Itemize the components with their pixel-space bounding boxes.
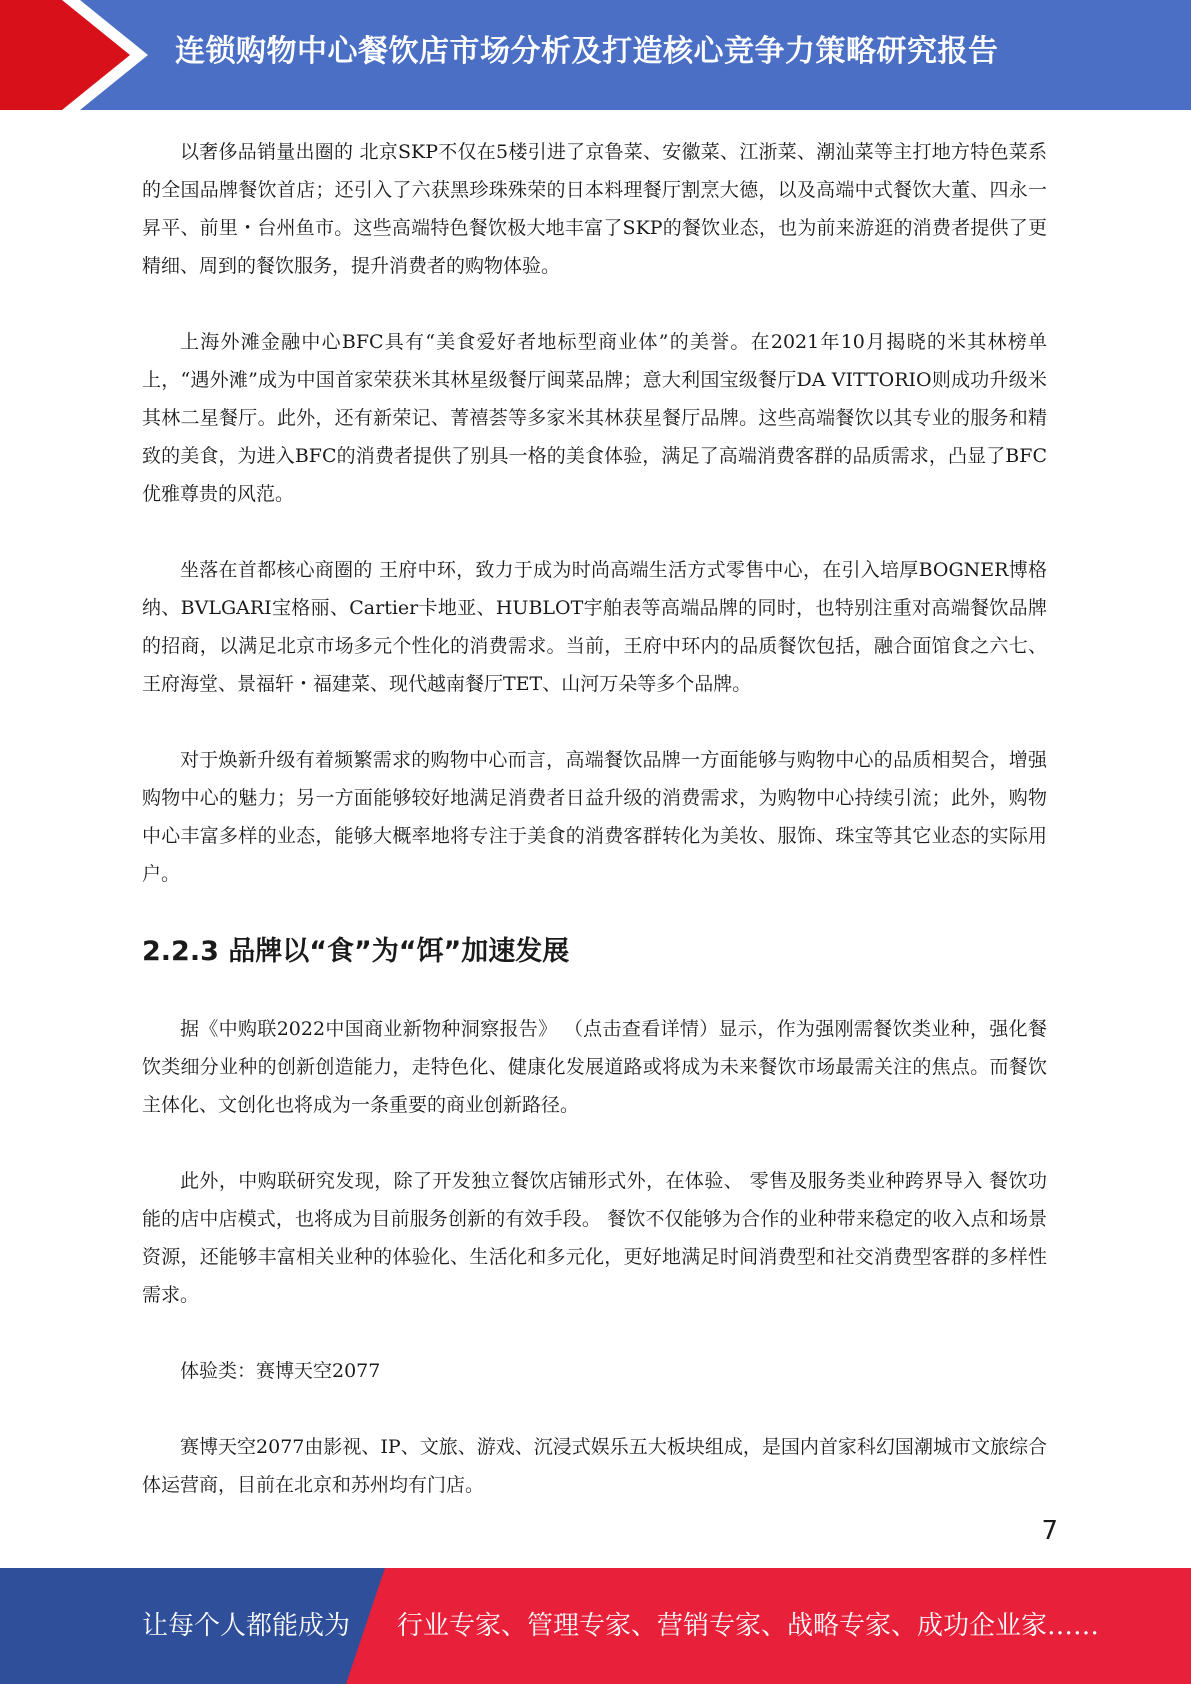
footer-slogan-right: 行业专家、管理专家、营销专家、战略专家、成功企业家…… — [397, 1611, 1100, 1641]
paragraph-cyber-sky: 赛博天空2077由影视、IP、文旅、游戏、沉浸式娱乐五大板块组成，是国内首家科幻国潮城市文旅综合体运营商，目前在北京和苏州均有门店。 — [142, 1436, 1047, 1496]
page-header — [0, 0, 1191, 110]
footer-slogan-left: 让每个人都能成为 — [142, 1611, 351, 1641]
paragraph-category-label: 体验类：赛博天空2077 — [180, 1360, 381, 1382]
document-title: 连锁购物中心餐饮店市场分析及打造核心竞争力策略研究报告 — [175, 34, 999, 69]
paragraph-report: 据《中购联2022中国商业新物种洞察报告》 （点击查看详情）显示，作为强刚需餐饮类业种，强化餐饮类细分业种的创新创造能力，走特色化、健康化发展道路或将成为未来餐饮市场最需关注的焦点。而餐饮主体化、文创化也将成为一条重要的商业创新路径。 — [142, 1018, 1047, 1116]
paragraph-skp: 以奢侈品销量出圈的 北京SKP不仅在5楼引进了京鲁菜、安徽菜、江浙菜、潮汕菜等主打地方特色菜系的全国品牌餐饮首店；还引入了六获黑珍珠殊荣的日本料理餐厅割烹大德，以及高端中式餐饮大董、四永一昇平、前里・台州鱼市。这些高端特色餐饮极大地丰富了SKP的餐饮业态，也为前来游逛的消费者提供了更精细、周到的餐饮服务，提升消费者的购物体验。 — [142, 141, 1047, 277]
paragraph-upgrade: 对于焕新升级有着频繁需求的购物中心而言，高端餐饮品牌一方面能够与购物中心的品质相契合，增强购物中心的魅力；另一方面能够较好地满足消费者日益升级的消费需求，为购物中心持续引流；此外，购物中心丰富多样的业态，能够大概率地将专注于美食的消费客群转化为美妆、服饰、珠宝等其它业态的实际用户。 — [142, 749, 1047, 885]
page-footer — [0, 1568, 1191, 1684]
paragraph-research: 此外，中购联研究发现，除了开发独立餐饮店铺形式外，在体验、 零售及服务类业种跨界导入 餐饮功能的店中店模式，也将成为目前服务创新的有效手段。 餐饮不仅能够为合作的业种带来稳定的收入点和场景资源，还能够丰富相关业种的体验化、生活化和多元化，更好地满足时间消费型和社交消费型客群的多样性需求。 — [142, 1170, 1047, 1306]
paragraph-bfc: 上海外滩金融中心BFC具有“美食爱好者地标型商业体”的美誉。在2021年10月揭晓的米其林榜单上，“遇外滩”成为中国首家荣获米其林星级餐厅闽菜品牌；意大利国宝级餐厅DA VITTORIO则成功升级米其林二星餐厅。此外，还有新荣记、菁禧荟等多家米其林获星餐厅品牌。这些高端餐饮以其专业的服务和精致的美食，为进入BFC的消费者提供了别具一格的美食体验，满足了高端消费客群的品质需求，凸显了BFC优雅尊贵的风范。 — [142, 331, 1047, 505]
page-number: 7 — [1041, 1516, 1058, 1546]
section-heading: 2.2.3 品牌以“食”为“饵”加速发展 — [142, 936, 570, 967]
paragraph-wangfu: 坐落在首都核心商圈的 王府中环，致力于成为时尚高端生活方式零售中心，在引入培厚BOGNER博格纳、BVLGARI宝格丽、Cartier卡地亚、HUBLOT宇舶表等高端品牌的同时，也特别注重对高端餐饮品牌的招商，以满足北京市场多元个性化的消费需求。当前，王府中环内的品质餐饮包括，融合面馆食之六七、王府海堂、景福轩・福建菜、现代越南餐厅TET、山河万朵等多个品牌。 — [142, 559, 1047, 695]
